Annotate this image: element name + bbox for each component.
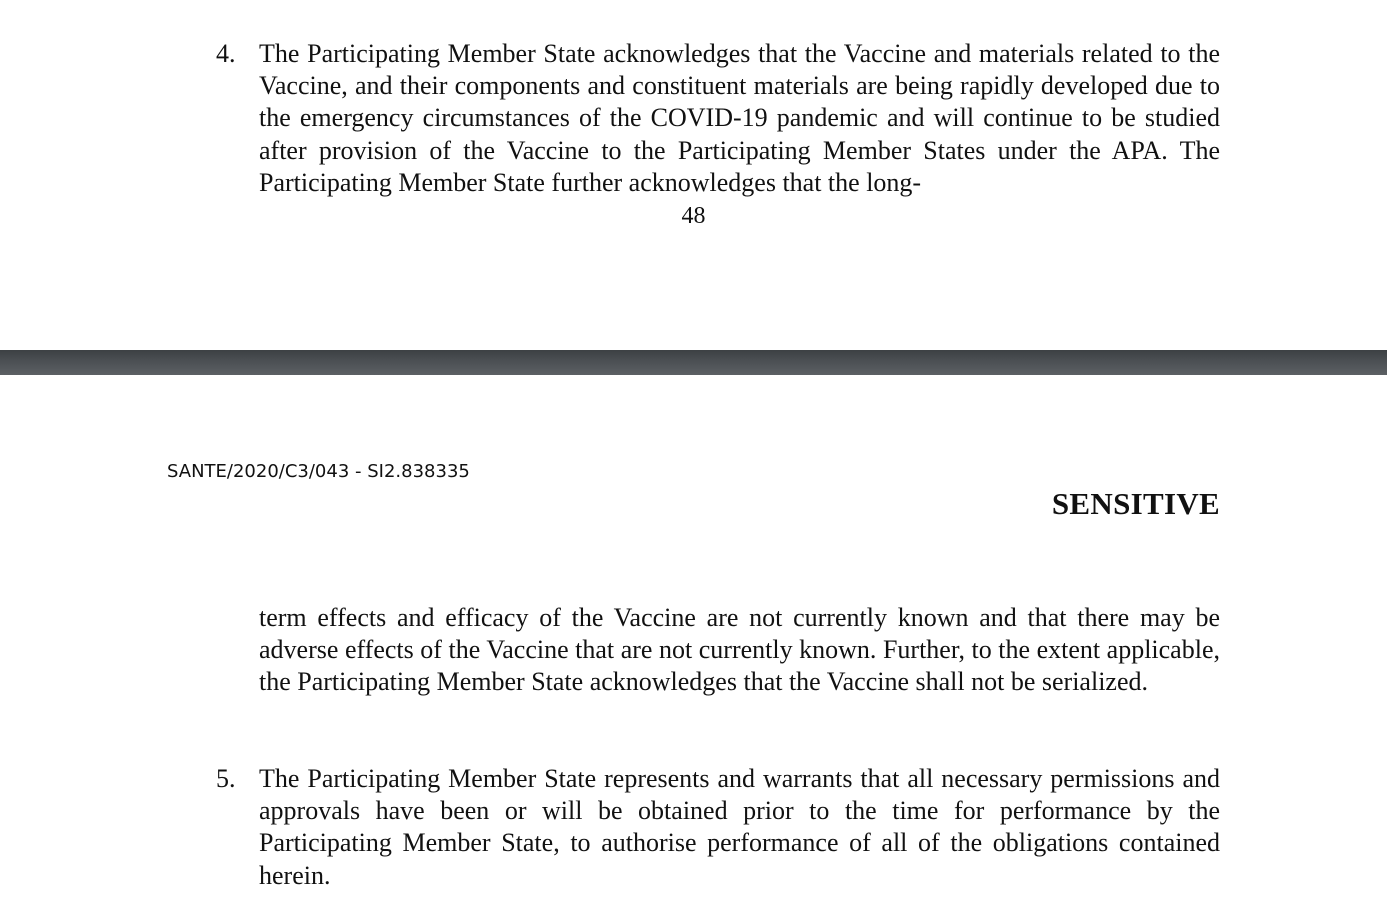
classification-label: SENSITIVE <box>1051 486 1220 521</box>
clause-number-5: 5. <box>216 764 236 793</box>
clause-5-text: The Participating Member State represents and warrants that all necessary permissions and approvals have been or will be obtained prior to the time for performance by the Participating Member State, to authorise performance of all of the obligations contained herein. <box>259 764 1220 890</box>
document-page-49 <box>0 375 1387 911</box>
document-reference: SANTE/2020/C3/043 - SI2.838335 <box>167 461 470 482</box>
page-number: 48 <box>681 203 706 229</box>
document-page-48 <box>0 0 1387 350</box>
clause-4-continued-text: term effects and efficacy of the Vaccine are not currently known and that there may be adverse effects of the Vaccine that are not currently known. Further, to the extent applicable, the Participating Member State acknowledges that the Vaccine shall not be serialized. <box>259 603 1220 697</box>
clause-4-text: The Participating Member State acknowledges that the Vaccine and materials related to the Vaccine, and their components and constituent materials are being rapidly developed due to the emergency circumstances of the COVID-19 pandemic and will continue to be studied after provision of the Vaccine to the Participating Member States under the APA. The Participating Member State further acknowledges that the long- <box>259 39 1220 197</box>
page-separator <box>0 350 1387 375</box>
clause-number-4: 4. <box>216 39 236 68</box>
